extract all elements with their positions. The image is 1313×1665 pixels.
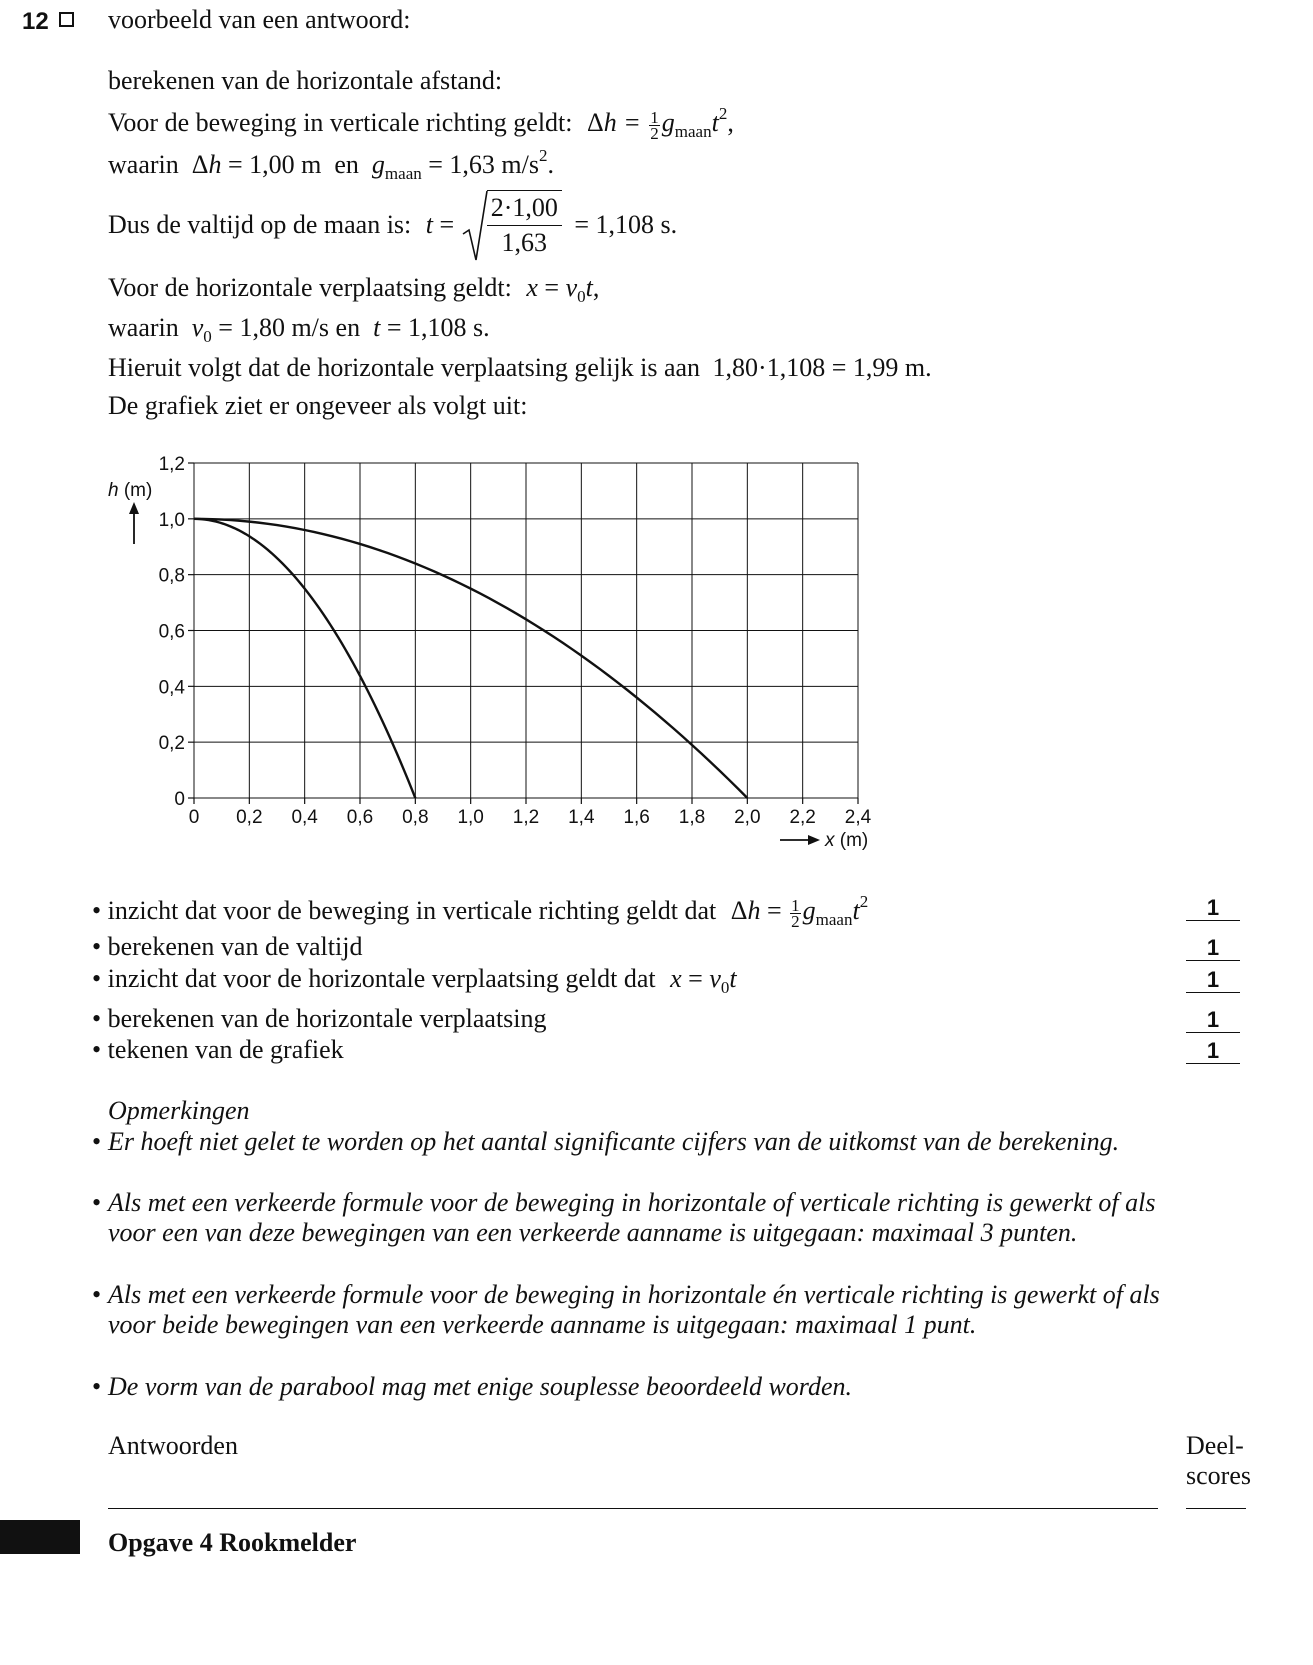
sqrt-numerator: 2·1,00 xyxy=(487,191,562,226)
solution-line-2 xyxy=(108,104,734,142)
y-axis-arrow-icon xyxy=(129,502,139,544)
remark-3: • Als met een verkeerde formule voor de beweging in horizontale én verticale richting is gewerkt of als voor beide bewegingen van een verkeerde aanname is uitgegaan: maximaal 1 punt. xyxy=(92,1280,1172,1340)
question-number xyxy=(22,8,74,36)
intro-text: voorbeeld van een antwoord: xyxy=(108,5,411,34)
trajectory-chart xyxy=(100,448,900,858)
x-tick-labels xyxy=(189,807,872,828)
criteria-text-2: berekenen van de valtijd xyxy=(107,932,363,961)
remark-text-3: Als met een verkeerde formule voor de beweging in horizontale én verticale richting is gewerkt of als voor beide bewegingen van een verkeerde aanname is uitgegaan: maximaal 1 punt. xyxy=(108,1280,1160,1339)
x-tick-label: 2,2 xyxy=(789,807,816,828)
next-section-title: Opgave 4 Rookmelder xyxy=(108,1528,357,1557)
y-tick-label: 0,6 xyxy=(158,621,185,643)
remark-2: • Als met een verkeerde formule voor de beweging in horizontale of verticale richting is gewerkt of als voor een van deze bewegingen van een verkeerde aanname is uitgegaan: maximaal 3 punten. xyxy=(92,1188,1172,1248)
line4-result: = 1,108 s. xyxy=(574,210,678,239)
line2-text: Voor de beweging in verticale richting geldt: xyxy=(108,108,573,137)
y-tick-label: 0 xyxy=(174,789,185,810)
chart-grid xyxy=(188,463,858,804)
question-number-text: 12 xyxy=(22,8,49,35)
remark-text-1: Er hoeft niet gelet te worden op het aantal significante cijfers van de uitkomst van de berekening. xyxy=(108,1127,1120,1156)
score-4: 1 xyxy=(1206,1007,1220,1032)
footer-divider xyxy=(108,1508,1158,1509)
section-marker-block xyxy=(0,1520,80,1554)
x-tick-label: 1,0 xyxy=(457,807,484,828)
criteria-text-4: berekenen van de horizontale verplaatsing xyxy=(107,1004,547,1033)
solution-line-8: De grafiek ziet er ongeveer als volgt uit: xyxy=(108,391,528,420)
t-value: = 1,108 s. xyxy=(386,313,490,342)
y-tick-label: 0,2 xyxy=(158,733,185,755)
y-tick-labels xyxy=(159,454,186,810)
score-2: 1 xyxy=(1206,935,1220,960)
footer-divider-right xyxy=(1186,1508,1246,1509)
line7-text: Hieruit volgt dat de horizontale verplaatsing gelijk is aan xyxy=(108,353,701,382)
remark-4: • De vorm van de parabool mag met enige souplesse beoordeeld worden. xyxy=(92,1372,1172,1402)
v0-value: = 1,80 m/s en xyxy=(218,313,361,342)
en-word: en xyxy=(334,150,359,179)
y-tick-label: 0,4 xyxy=(158,677,185,699)
x-tick-label: 0,2 xyxy=(236,807,263,828)
solution-line-5 xyxy=(108,273,599,307)
remark-text-2: Als met een verkeerde formule voor de beweging in horizontale of verticale richting is gewerkt of als voor een van deze bewegingen van een verkeerde aanname is uitgegaan: maximaal 3 punten. xyxy=(108,1188,1156,1247)
remark-text-4: De vorm van de parabool mag met enige souplesse beoordeeld worden. xyxy=(108,1372,852,1401)
x-tick-label: 0,4 xyxy=(291,807,318,828)
x-tick-label: 2,0 xyxy=(734,807,761,828)
y-tick-label: 0,8 xyxy=(158,565,185,587)
sqrt-denominator: 1,63 xyxy=(501,228,548,257)
criteria-item-4: • berekenen van de horizontale verplaatsing xyxy=(92,1004,547,1033)
y-tick-label: 1,2 xyxy=(158,454,185,475)
remarks-title: Opmerkingen xyxy=(108,1096,250,1125)
x-tick-label: 1,6 xyxy=(623,807,650,828)
x-tick-label: 2,4 xyxy=(844,807,872,828)
score-line-2 xyxy=(1186,960,1240,961)
criteria-text-5: tekenen van de grafiek xyxy=(107,1035,344,1064)
score-line-4 xyxy=(1186,1032,1240,1033)
score-1: 1 xyxy=(1206,895,1220,920)
remark-1: • Er hoeft niet gelet te worden op het aantal significante cijfers van de uitkomst van de berekening. xyxy=(92,1127,1172,1157)
x-axis-arrow-icon xyxy=(780,835,820,845)
x-tick-label: 0,8 xyxy=(402,807,429,828)
criteria-item-2: • berekenen van de valtijd xyxy=(92,932,363,961)
dh-symbol: Δh xyxy=(191,150,222,179)
t-equals: t = xyxy=(425,210,455,239)
criteria-text-3: inzicht dat voor de horizontale verplaatsing geldt dat xyxy=(107,964,656,993)
dh-value: = 1,00 m xyxy=(227,150,322,179)
g-value: = 1,63 m/s xyxy=(428,150,539,179)
x-tick-label: 1,2 xyxy=(512,807,540,828)
score-line-3 xyxy=(1186,992,1240,993)
deelscores-label xyxy=(1186,1431,1251,1491)
score-5: 1 xyxy=(1206,1038,1220,1063)
criteria-formula-1: Δh = $\frac{1}{2}$ $g_{maan}t^2$ xyxy=(730,892,869,931)
score-3: 1 xyxy=(1206,967,1220,992)
deel-text: Deel- xyxy=(1186,1431,1244,1460)
x-tick-label: 1,8 xyxy=(678,807,706,828)
x-axis-label: x (m) xyxy=(825,830,869,851)
formula-vertical: Δh = $\frac{1}{2}$ $g_{maan}t^2$, xyxy=(587,104,734,143)
checkbox-icon xyxy=(59,12,74,27)
waarin-2: waarin xyxy=(108,313,179,342)
criteria-item-1: • inzicht dat voor de beweging in verticale richting geldt dat Δh = $\frac{1}{2}$ $g_{maan}t^2$ xyxy=(92,892,869,931)
line5-text: Voor de horizontale verplaatsing geldt: xyxy=(108,273,512,302)
sqrt-icon xyxy=(461,190,489,264)
x-tick-label: 0,6 xyxy=(346,807,374,828)
waarin-1: waarin xyxy=(108,150,179,179)
solution-line-7 xyxy=(108,353,932,383)
criteria-item-3: • inzicht dat voor de horizontale verplaatsing geldt dat $x = v_0t$ xyxy=(92,964,737,997)
antwoorden-label: Antwoorden xyxy=(108,1431,238,1460)
v0-symbol: $v_0$ xyxy=(191,313,212,346)
score-line-5 xyxy=(1186,1063,1240,1064)
solution-line-4 xyxy=(108,190,677,262)
solution-line-6: waarin $v_0 = 1,80$ m/s en t = 1,108 s. xyxy=(108,313,490,346)
sqrt-expression xyxy=(461,190,562,260)
line4-text: Dus de valtijd op de maan is: xyxy=(108,210,412,239)
y-tick-label: 1,0 xyxy=(158,509,185,531)
x-tick-label: 1,4 xyxy=(568,807,595,828)
solution-line-1: berekenen van de horizontale afstand: xyxy=(108,66,503,95)
g-maan-symbol: $g_{maan}$ xyxy=(371,150,422,183)
criteria-item-5: • tekenen van de grafiek xyxy=(92,1035,344,1064)
solution-line-3: waarin Δh = 1,00 m en $g_{maan} = 1,63$ $m/s^2$. xyxy=(108,146,554,183)
score-line-1 xyxy=(1186,920,1240,921)
formula-horizontal: $x = v_0t$, xyxy=(526,273,600,306)
criteria-text-1: inzicht dat voor de beweging in verticale richting geldt dat xyxy=(107,896,717,925)
scores-text: scores xyxy=(1186,1461,1251,1490)
x-tick-label: 0 xyxy=(188,807,200,828)
line7-calc: 1,80·1,108 = 1,99 m. xyxy=(712,353,932,382)
criteria-formula-3: $x = v_0t$ xyxy=(670,964,737,997)
y-axis-label: h (m) xyxy=(108,480,153,501)
